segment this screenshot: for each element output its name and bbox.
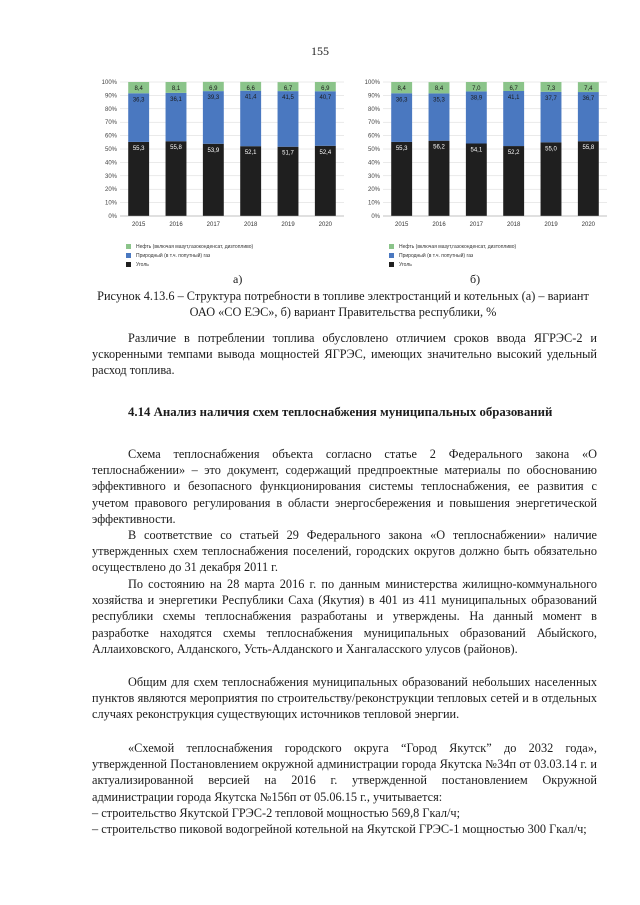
- legend-label: Уголь: [399, 261, 412, 268]
- paragraph-status: [92, 576, 597, 657]
- list-item-boiler: [92, 821, 597, 837]
- legend-label: Природный (в т.ч. попутный) газ: [136, 252, 211, 259]
- x-tick-label: 2016: [432, 222, 446, 228]
- data-label: 40,7: [319, 95, 332, 102]
- y-tick-label: 0%: [371, 214, 380, 220]
- y-tick-label: 50%: [104, 147, 117, 153]
- legend-item: [355, 251, 615, 260]
- data-label: 55,0: [545, 146, 557, 153]
- y-tick-label: 100%: [101, 80, 117, 86]
- paragraph-text: Схема теплоснабжения объекта согласно статье 2 Федерального закона «О теплоснабжении» – это документ, содержащий предпроектные материалы по обоснованию эффективного и безопасного функционирования системы теплоснабжения, ее развития с учетом правового регулирования в области энергосбережения и повышения энергетической эффективности.: [92, 447, 597, 526]
- legend-item: [355, 260, 615, 269]
- paragraph-law-article: [92, 527, 597, 576]
- legend-label: Нефть (включая мазут,газоконденсат, дизтопливо): [399, 243, 517, 250]
- bar-segment: [278, 147, 299, 216]
- data-label: 41,5: [282, 95, 294, 102]
- y-tick-label: 70%: [367, 120, 380, 127]
- legend-label: Уголь: [136, 261, 149, 268]
- y-tick-label: 30%: [367, 173, 380, 180]
- figure-caption: Рисунок 4.13.6 – Структура потребности в топливе электростанций и котельных (а) – вариант ОАО «СО ЕЭС», б) вариант Правительства республики, %: [97, 289, 589, 319]
- data-label: 6,7: [283, 86, 293, 93]
- data-label: 37,7: [545, 95, 557, 102]
- bar-segment: [578, 141, 599, 216]
- x-tick-label: 2015: [131, 222, 146, 228]
- legend-swatch: [389, 262, 394, 267]
- x-tick-label: 2019: [544, 222, 558, 228]
- data-label: 7,3: [546, 86, 556, 92]
- y-tick-label: 40%: [367, 160, 380, 167]
- y-tick-label: 60%: [104, 133, 117, 140]
- y-tick-label: 50%: [367, 147, 380, 153]
- legend-swatch: [389, 244, 394, 249]
- paragraph-yakutsk-scheme: [92, 740, 597, 805]
- paragraph-text: В соответствие со статьей 29 Федерального закона «О теплоснабжении» наличие утвержденных схем теплоснабжения поселений, городских округов должно быть обязательно осуществлено до 31 декабря 2011 г.: [92, 528, 597, 575]
- x-tick-label: 2018: [243, 222, 258, 228]
- legend-item: [92, 251, 352, 260]
- y-tick-label: 30%: [104, 173, 117, 180]
- data-label: 8,4: [397, 86, 406, 92]
- bar-segment: [166, 141, 187, 216]
- legend-item: [355, 242, 615, 251]
- paragraph-text: Различие в потреблении топлива обусловлено отличием сроков ввода ЯГРЭС-2 и ускоренными темпами вывода мощностей ЯГРЭС, имеющих значительно высокий удельный расход топлива.: [92, 331, 597, 378]
- fuel-structure-chart-b: [355, 74, 607, 274]
- x-tick-label: 2020: [318, 222, 333, 228]
- fuel-structure-chart-a: [92, 74, 344, 274]
- x-tick-label: 2017: [206, 222, 221, 228]
- data-label: 6,6: [246, 85, 255, 92]
- y-tick-label: 10%: [104, 200, 117, 207]
- data-label: 7,4: [584, 86, 593, 93]
- bar-segment: [391, 142, 412, 216]
- legend-label: Нефть (включая мазут,газоконденсат, дизтопливо): [136, 243, 254, 250]
- data-label: 36,7: [582, 96, 595, 103]
- data-label: 38,9: [470, 95, 483, 102]
- y-tick-label: 70%: [104, 120, 117, 127]
- paragraph-definition: [92, 446, 597, 527]
- data-label: 6,9: [209, 85, 218, 92]
- y-tick-label: 80%: [104, 106, 117, 113]
- y-tick-label: 80%: [367, 106, 380, 113]
- list-item-grес2: [92, 805, 597, 821]
- data-label: 55,8: [170, 145, 182, 152]
- data-label: 55,3: [132, 145, 145, 152]
- data-label: 8,4: [434, 86, 444, 93]
- bar-segment: [541, 142, 562, 216]
- x-tick-label: 2016: [169, 222, 183, 228]
- paragraph-text: Общим для схем теплоснабжения муниципальных образований небольших населенных пунктов являются мероприятия по строительству/реконструкции тепловых сетей и в отдельных случаях реконструкция существующих источников тепловой энергии.: [92, 675, 597, 722]
- x-tick-label: 2015: [394, 222, 409, 228]
- data-label: 55,8: [582, 145, 595, 152]
- chart-b-legend: [355, 242, 615, 269]
- data-label: 55,3: [395, 145, 408, 152]
- data-label: 39,3: [207, 95, 220, 102]
- bar-segment: [240, 146, 261, 216]
- data-label: 41,1: [507, 94, 520, 101]
- bar-segment: [429, 141, 450, 216]
- data-label: 52,4: [319, 149, 332, 156]
- y-tick-label: 10%: [367, 200, 380, 207]
- list-item-text: – строительство Якутской ГРЭС-2 тепловой мощностью 569,8 Гкал/ч;: [92, 806, 461, 820]
- section-heading: 4.14 Анализ наличия схем теплоснабжения муниципальных образований: [128, 405, 553, 419]
- bar-segment: [503, 146, 524, 216]
- legend-swatch: [126, 262, 131, 267]
- data-label: 36,1: [170, 96, 182, 103]
- y-tick-label: 60%: [367, 133, 380, 140]
- chart-b-svg: [355, 74, 615, 242]
- x-tick-label: 2018: [506, 222, 521, 228]
- y-tick-label: 20%: [367, 187, 380, 194]
- paragraph-text: «Схемой теплоснабжения городского округа “Город Якутск” до 2032 года», утвержденной Постановлением окружной администрации города Якутска №34п от 03.03.14 г. и актуализированной версией на 2016 г. утвержденной постановлением Окружной администрации города Якутска №156п от 05.06.15 г., учитывается:: [92, 741, 597, 804]
- bar-segment: [466, 144, 487, 216]
- bar-segment: [203, 144, 224, 216]
- legend-swatch: [389, 253, 394, 258]
- chart-a-legend: [92, 242, 352, 269]
- y-tick-label: 40%: [104, 160, 117, 167]
- bar-segment: [315, 146, 336, 216]
- data-label: 8,4: [134, 86, 143, 92]
- chart-a-svg: [92, 74, 352, 242]
- legend-swatch: [126, 244, 131, 249]
- data-label: 56,2: [433, 144, 445, 151]
- x-tick-label: 2019: [281, 222, 295, 228]
- data-label: 53,9: [207, 147, 220, 154]
- paragraph-text: По состоянию на 28 марта 2016 г. по данным министерства жилищно-коммунального хозяйства и энергетики Республики Саха (Якутия) в 401 из 411 муниципальных образований республики схемы теплоснабжения разработаны и утверждены. На данный момент в разработке находятся схемы теплоснабжения муниципальных образований Абыйского, Аллаиховского, Алданского, Усть-Алданского и Хангаласского улусов (районов).: [92, 577, 597, 656]
- y-tick-label: 90%: [367, 93, 380, 100]
- data-label: 6,9: [321, 86, 330, 92]
- page-number: 155: [311, 44, 329, 58]
- y-tick-label: 90%: [104, 93, 117, 100]
- data-label: 6,7: [509, 86, 518, 92]
- y-tick-label: 20%: [104, 187, 117, 194]
- data-label: 52,1: [244, 150, 257, 157]
- data-label: 52,2: [507, 150, 520, 157]
- legend-label: Природный (в т.ч. попутный) газ: [399, 252, 474, 259]
- data-label: 36,3: [132, 97, 145, 104]
- legend-swatch: [126, 253, 131, 258]
- data-label: 7,0: [472, 86, 481, 92]
- x-tick-label: 2017: [469, 222, 484, 228]
- list-item-text: – строительство пиковой водогрейной котельной на Якутской ГРЭС-1 мощностью 300 Гкал/ч;: [92, 822, 587, 836]
- legend-item: [92, 242, 352, 251]
- chart-a-letter: а): [233, 272, 243, 286]
- y-tick-label: 100%: [364, 80, 380, 86]
- x-tick-label: 2020: [581, 222, 596, 228]
- data-label: 51,7: [282, 150, 294, 157]
- data-label: 35,3: [433, 97, 445, 104]
- data-label: 54,1: [470, 147, 483, 154]
- data-label: 8,1: [171, 86, 181, 92]
- chart-b-letter: б): [470, 272, 481, 286]
- data-label: 41,4: [244, 94, 257, 101]
- paragraph-fuel-difference: [92, 330, 597, 379]
- data-label: 36,3: [395, 97, 408, 104]
- legend-item: [92, 260, 352, 269]
- bar-segment: [128, 142, 149, 216]
- paragraph-common-measures: [92, 674, 597, 723]
- y-tick-label: 0%: [108, 214, 117, 220]
